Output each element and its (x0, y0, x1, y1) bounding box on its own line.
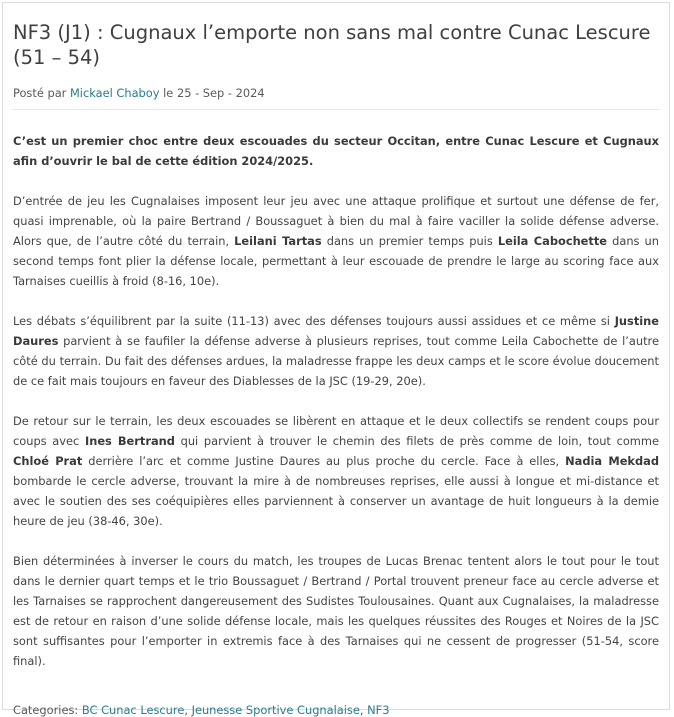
player-name: Leilani Tartas (234, 234, 322, 248)
category-link-cunac[interactable]: BC Cunac Lescure (81, 703, 185, 717)
p2-text-c: parvient à se faufiler la défense adverse à plusieurs reprises, tout comme Leila Cabochette de l’autre côté du terrain. Du fait des défenses ardues, la maladresse frappe les deux camps et le score évolue doucement de ce fait mais toujours en faveur des Diablesses de la JSC (19-29, 20e). (13, 334, 659, 388)
author-link[interactable]: Mickael Chaboy (69, 86, 160, 100)
categories-label: Categories: (13, 703, 79, 717)
p1-text-c: dans un premier temps puis (321, 234, 498, 248)
post-date: 25 - Sep - 2024 (176, 86, 265, 100)
player-name: Ines Bertrand (84, 434, 175, 448)
article-title: NF3 (J1) : Cugnaux l’emporte non sans mal contre Cunac Lescure (51 – 54) (13, 21, 651, 69)
player-name: Nadia Mekdad (565, 454, 659, 468)
p3-text-c: qui parvient à trouver le chemin des filets de près comme de loin, tout comme (174, 434, 660, 448)
categories (13, 703, 659, 717)
article-card (2, 2, 670, 717)
article-content (13, 131, 659, 671)
p1-text-a: D’entrée de jeu les Cugnalaises imposent leur jeu avec une attaque prolifique et surtout une défense de fer, quasi imprenable, où la paire Bertrand / Boussaguet à bien du mal à faire vaciller la solide défense adverse. Alors que, de l’autre côté du terrain, (13, 194, 659, 248)
lead-paragraph: C’est un premier choc entre deux escouades du secteur Occitan, entre Cunac Lescure et Cugnaux afin d’ouvrir le bal de cette édition 2024/2025. (13, 134, 659, 168)
p3-text-d: derrière l’arc et comme Justine Daures au plus proche du cercle. Face à elles, (82, 454, 566, 468)
date-prefix: le (163, 86, 174, 100)
post-meta (13, 86, 659, 110)
player-name: Chloé Prat (13, 454, 83, 468)
paragraph-2 (13, 311, 659, 391)
category-separator: , (359, 703, 368, 717)
category-separator: , (184, 703, 192, 717)
category-link-nf3[interactable]: NF3 (367, 703, 390, 717)
player-name: Leila Cabochette (497, 234, 608, 248)
paragraph-4: Bien déterminées à inverser le cours du match, les troupes de Lucas Brenac tentent alors le tout pour le tout dans le dernier quart temps et le trio Boussaguet / Bertrand / Portal trouvent preneur face au cercle adverse et les Tarnaises se rapprochent dangereusement des Sudistes Toulousaines. Quant aux Cugnalaises, la maladresse est de retour en raison d’une solide défense locale, mais les quelques réussites des Rouges et Noires de la JSC sont suffisantes pour l’emporter in extremis face à des Tarnaises qui ne cessent de progresser (51-54, score final). (13, 554, 659, 668)
posted-by-label: Posté par (13, 86, 67, 100)
p3-text-a: De retour sur le terrain, les deux escouades se libèrent en attaque et le deux collectifs se rendent coups pour coups avec (13, 414, 659, 448)
player-name: Justine Daures (13, 314, 659, 348)
category-link-jsc[interactable]: Jeunesse Sportive Cugnalaise (191, 703, 360, 717)
p1-text-d: dans un second temps font plier la défense locale, permettant à leur escouade de prendre le large au scoring face aux Tarnaises cueillis à froid (8-16, 10e). (13, 234, 659, 288)
paragraph-3 (13, 411, 659, 531)
p2-text-a: Les débats s’équilibrent par la suite (11-13) avec des défenses toujours aussi assidues et ce même si (13, 314, 615, 328)
paragraph-1 (13, 191, 659, 291)
p3-text-e: bombarde le cercle adverse, trouvant la mire à de nombreuses reprises, elle aussi à longue et mi-distance et avec le soutien des ses coéquipières elles parviennent à conserver un avantage de huit longueurs à la demie heure de jeu (38-46, 30e). (13, 474, 659, 528)
